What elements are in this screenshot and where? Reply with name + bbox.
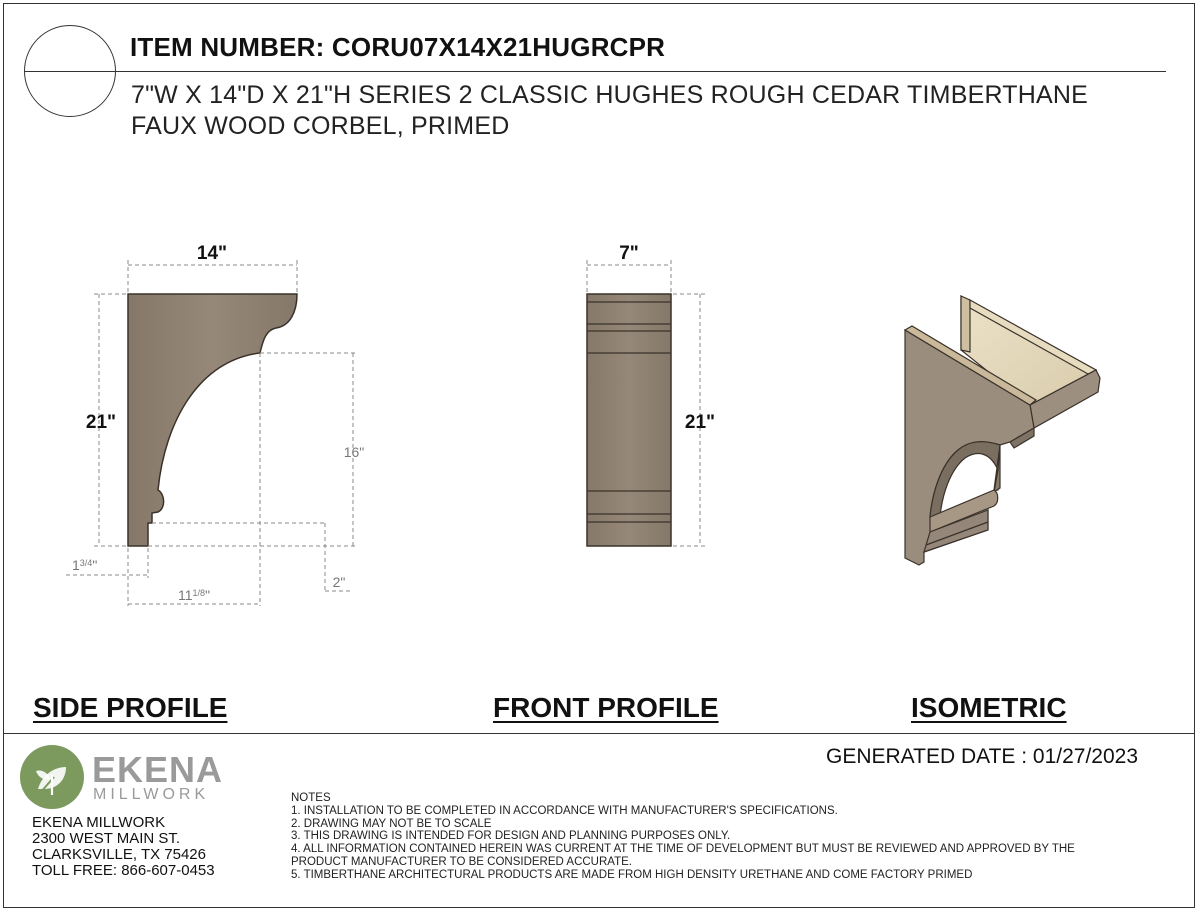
side-arch-width-dim: $11^{1/8}$" bbox=[178, 587, 211, 603]
company-phone: TOLL FREE: 866-607-0453 bbox=[32, 862, 215, 879]
side-step-dim: 2" bbox=[332, 574, 346, 590]
isometric-drawing bbox=[905, 296, 1100, 565]
note-line: PRODUCT MANUFACTURER TO BE CONSIDERED ACCURATE. bbox=[291, 855, 632, 868]
note-line: 4. ALL INFORMATION CONTAINED HEREIN WAS CURRENT AT THE TIME OF DEVELOPMENT BUT MUST BE REVIEWED AND APPROVED BY THE bbox=[291, 843, 1075, 856]
side-profile-shape bbox=[128, 294, 297, 546]
front-width-dim: 7" bbox=[619, 243, 639, 264]
note-line: 3. THIS DRAWING IS INTENDED FOR DESIGN AND PLANNING PURPOSES ONLY. bbox=[291, 830, 731, 843]
front-profile-drawing bbox=[587, 243, 715, 546]
brand-name: EKENA bbox=[92, 749, 224, 790]
generated-date: GENERATED DATE : 01/27/2023 bbox=[826, 745, 1139, 768]
front-profile-shape bbox=[587, 294, 671, 546]
note-line: 2. DRAWING MAY NOT BE TO SCALE bbox=[291, 817, 492, 830]
company-address bbox=[32, 815, 215, 879]
description-line-2: FAUX WOOD CORBEL, PRIMED bbox=[131, 112, 510, 140]
item-number: ITEM NUMBER: CORU07X14X21HUGRCPR bbox=[130, 32, 666, 62]
footer-divider bbox=[3, 733, 1195, 734]
side-height-dim: 21" bbox=[85, 412, 117, 433]
side-arch-height-dim: 16" bbox=[343, 444, 365, 460]
notes-block bbox=[291, 792, 1075, 882]
ekena-leaf-logo-icon bbox=[20, 745, 84, 809]
front-profile-label: FRONT PROFILE bbox=[493, 692, 719, 723]
note-line: 5. TIMBERTHANE ARCHITECTURAL PRODUCTS ARE MADE FROM HIGH DENSITY URETHANE AND COME FACTORY PRIMED bbox=[291, 868, 973, 881]
note-line: 1. INSTALLATION TO BE COMPLETED IN ACCORDANCE WITH MANUFACTURER'S SPECIFICATIONS. bbox=[291, 804, 838, 817]
company-street: 2300 WEST MAIN ST. bbox=[32, 830, 181, 847]
description-line-1: 7"W X 14"D X 21"H SERIES 2 CLASSIC HUGHES ROUGH CEDAR TIMBERTHANE bbox=[131, 81, 1088, 109]
side-bottom-offset-dim: $1^{3/4}$" bbox=[72, 557, 98, 573]
side-profile-label: SIDE PROFILE bbox=[33, 692, 228, 723]
notes-title: NOTES bbox=[291, 792, 331, 804]
side-profile-drawing bbox=[66, 243, 364, 606]
isometric-label: ISOMETRIC bbox=[911, 692, 1067, 723]
company-city: CLARKSVILLE, TX 75426 bbox=[32, 846, 206, 863]
brand-subtitle: MILLWORK bbox=[93, 786, 210, 803]
side-depth-dim: 14" bbox=[196, 243, 228, 264]
front-height-dim: 21" bbox=[684, 412, 716, 433]
company-name: EKENA MILLWORK bbox=[32, 814, 166, 831]
